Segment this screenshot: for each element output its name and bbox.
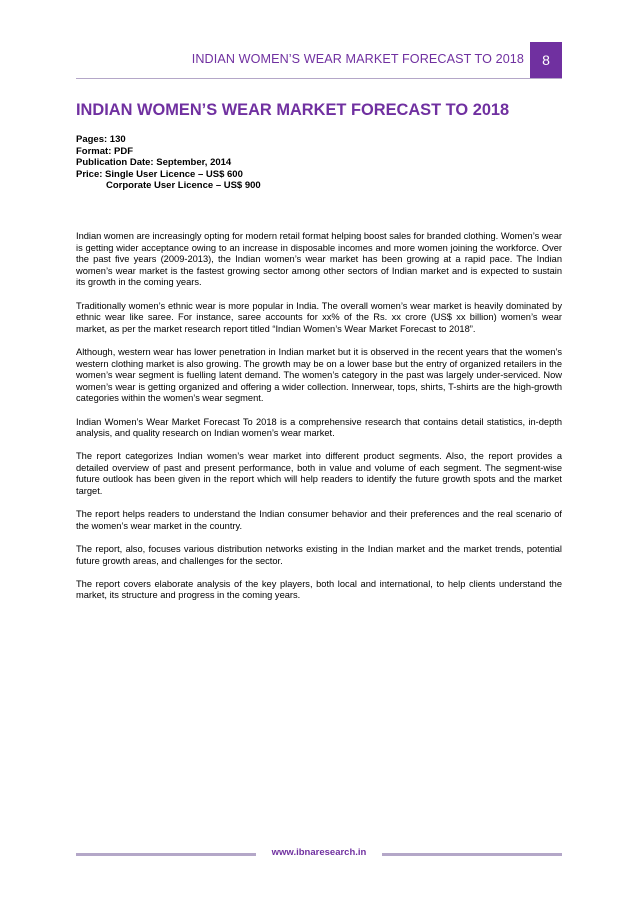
page-number-badge <box>530 42 562 78</box>
footer-website-link[interactable]: www.ibnaresearch.in <box>271 847 367 858</box>
paragraph: The report, also, focuses various distribution networks existing in the Indian market and the market trends, potential future growth areas, and challenges for the sector. <box>76 544 562 566</box>
paragraph: The report helps readers to understand the Indian consumer behavior and their preferences and the real scenario of the women’s wear market in the country. <box>76 509 562 531</box>
format-line: Format: PDF <box>76 145 133 157</box>
paragraph: The report categorizes Indian women’s wear market into different product segments. Also, the report provides a detailed overview of past and present performance, both in value and volume of each segment. The segment-wise future outlook has been given in the report which will help readers to identify the future growth spots and the market target. <box>76 451 562 497</box>
paragraph: Indian women are increasingly opting for modern retail format helping boost sales for branded clothing. Women’s wear is getting wider acceptance owing to an increase in disposable incomes and more women joining the workforce. Over the past five years (2009-2013), the Indian women’s wear market has been growing at a rapid pace. The Indian women’s wear market is the fastest growing sector among other sectors of Indian market and is expected to sustain its growth in the coming years. <box>76 231 562 288</box>
paragraph: Indian Women’s Wear Market Forecast To 2018 is a comprehensive research that contains detail statistics, in-depth analysis, and quality research on Indian women’s wear market. <box>76 416 562 439</box>
paragraph: Although, western wear has lower penetration in Indian market but it is observed in the recent years that the women’s western clothing market is also growing. The growth may be on a lower base but the entry of organized retailers in the women’s wear segment is fuelling latent demand. The women’s category in the past was largely under-serviced. Now women’s wear is getting organized and offering a wider collection. Innerwear, tops, shirts, T-shirts are the high-growth categories within the women’s wear segment. <box>76 346 562 404</box>
report-details <box>76 134 261 192</box>
paragraph: Traditionally women’s ethnic wear is more popular in India. The overall women’s wear market is heavily dominated by ethnic wear like saree. For instance, saree accounts for xx% of the Rs. xx crore (US$ xx billion) women’s wear market, as per the market research report titled “Indian Women’s Wear Market Forecast to 2018”. <box>76 300 562 334</box>
pages-line: Pages: 130 <box>76 134 126 145</box>
running-header: INDIAN WOMEN’S WEAR MARKET FORECAST TO 2018 <box>191 52 524 66</box>
publication-date-line: Publication Date: September, 2014 <box>76 157 232 169</box>
page-title: INDIAN WOMEN’S WEAR MARKET FORECAST TO 2018 <box>76 101 510 119</box>
price-single-line: Price: Single User Licence – US$ 600 <box>76 168 243 180</box>
header-divider <box>76 78 562 79</box>
price-corporate-line: Corporate User Licence – US$ 900 <box>106 180 261 192</box>
paragraph: The report covers elaborate analysis of the key players, both local and international, to help clients understand the market, its structure and progress in the coming years. <box>76 578 562 601</box>
footer-divider-left <box>76 853 256 856</box>
page-number: 8 <box>542 52 550 68</box>
footer-divider-right <box>382 853 562 856</box>
body-text <box>76 231 562 614</box>
